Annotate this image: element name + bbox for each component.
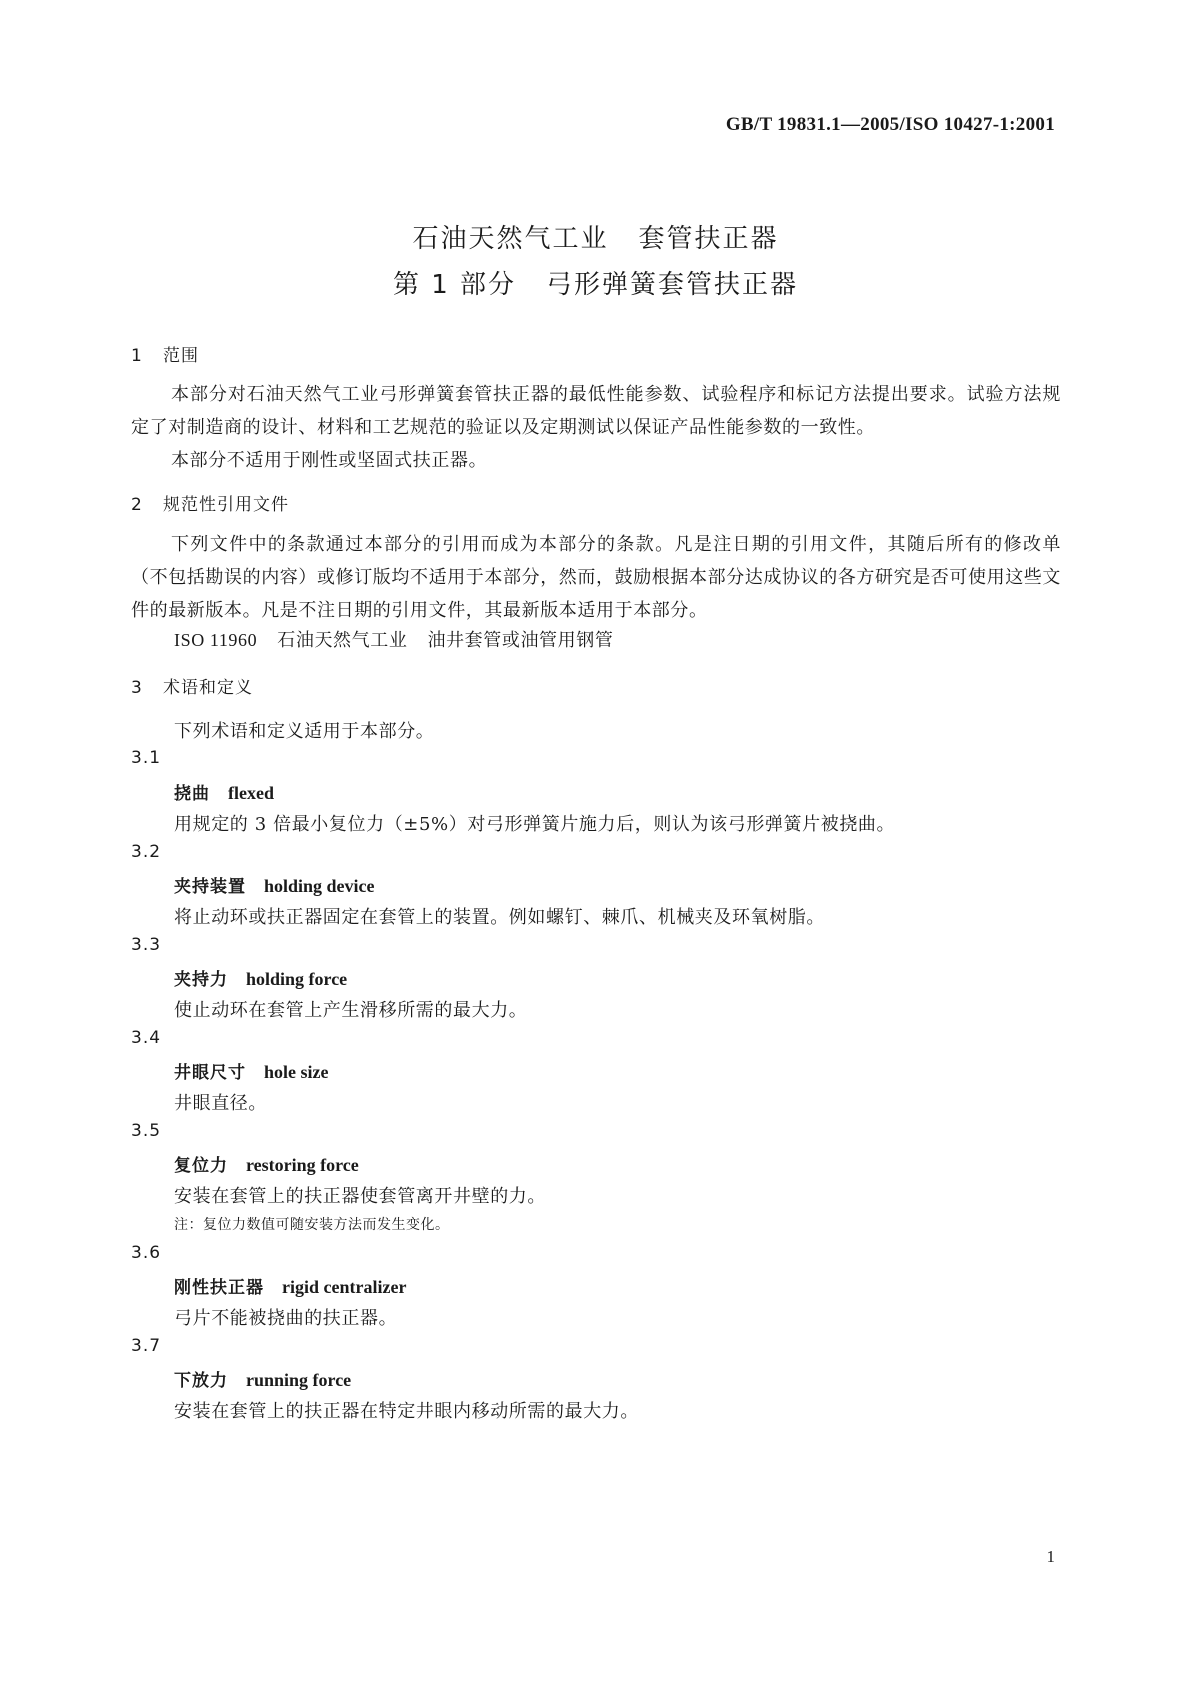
clause-number: 3.3 [131,935,162,955]
section-title: 术语和定义 [163,678,253,698]
term-definition: 将止动环或扶正器固定在套管上的装置。例如螺钉、棘爪、机械夹及环氧树脂。 [174,907,825,928]
term-en: holding device [264,876,375,896]
clause-number: 3.4 [131,1028,162,1048]
section-number: 2 [131,495,143,515]
term-zh: 刚性扶正器 [174,1278,264,1298]
terms-intro: 下列术语和定义适用于本部分。 [174,721,435,742]
term-definition: 使止动环在套管上产生滑移所需的最大力。 [174,1000,528,1021]
term-en: restoring force [246,1155,359,1175]
term-zh: 夹持装置 [174,877,246,897]
reference-title: 油井套管或油管用钢管 [427,630,614,651]
term-definition: 用规定的 3 倍最小复位力（±5%）对弓形弹簧片施力后，则认为该弓形弹簧片被挠曲。 [174,814,896,835]
term-entry [174,1366,351,1391]
document-title-line-1 [0,218,1191,255]
term-zh: 夹持力 [174,970,228,990]
section-heading-terms [131,673,253,698]
reference-code: ISO 11960 [174,630,258,650]
section-heading-normative-references [131,490,289,515]
term-zh: 井眼尺寸 [174,1063,246,1083]
reference-title: 石油天然气工业 [277,630,408,651]
term-en: rigid centralizer [282,1277,407,1297]
term-note: 注：复位力数值可随安装方法而发生变化。 [174,1217,450,1233]
term-definition: 安装在套管上的扶正器在特定井眼内移动所需的最大力。 [174,1401,639,1422]
document-title-line-2 [0,264,1191,301]
clause-number: 3.7 [131,1336,162,1356]
paragraph: 本部分对石油天然气工业弓形弹簧套管扶正器的最低性能参数、试验程序和标记方法提出要求。试验方法规定了对制造商的设计、材料和工艺规范的验证以及定期测试以保证产品性能参数的一致性。 [131,384,1061,438]
title-part: 套管扶正器 [638,224,779,254]
section-title: 规范性引用文件 [163,495,289,515]
term-entry [174,872,375,897]
term-entry [174,1151,359,1176]
clause-number: 3.2 [131,842,162,862]
term-en: hole size [264,1062,329,1082]
section-number: 3 [131,678,143,698]
term-entry [174,779,274,804]
title-part: 第 1 部分 [392,270,517,300]
clause-number: 3.6 [131,1243,162,1263]
clause-number: 3.1 [131,748,162,768]
term-zh: 复位力 [174,1156,228,1176]
standard-code: GB/T 19831.1—2005/ISO 10427-1:2001 [725,114,1055,135]
title-part: 弓形弹簧套管扶正器 [546,270,799,300]
term-entry [174,1273,406,1298]
term-zh: 下放力 [174,1371,228,1391]
term-zh: 挠曲 [174,784,210,804]
reference-entry [174,626,613,652]
term-en: running force [246,1370,352,1390]
paragraph: 下列文件中的条款通过本部分的引用而成为本部分的条款。凡是注日期的引用文件，其随后所有的修改单（不包括勘误的内容）或修订版均不适用于本部分，然而，鼓励根据本部分达成协议的各方研究是否可使用这些文件的最新版本。凡是不注日期的引用文件，其最新版本适用于本部分。 [131,534,1061,621]
page-number: 1 [1046,1547,1055,1566]
term-entry [174,1058,329,1083]
paragraph: 本部分不适用于刚性或坚固式扶正器。 [171,450,488,471]
clause-number: 3.5 [131,1121,162,1141]
section-title: 范围 [163,346,199,366]
term-definition: 弓片不能被挠曲的扶正器。 [174,1308,398,1329]
term-en: flexed [228,783,274,803]
section-number: 1 [131,346,143,366]
term-definition: 安装在套管上的扶正器使套管离开井壁的力。 [174,1186,546,1207]
section-heading-scope [131,341,199,366]
title-part: 石油天然气工业 [412,224,609,254]
term-definition: 井眼直径。 [174,1093,267,1114]
term-en: holding force [246,969,348,989]
term-entry [174,965,347,990]
